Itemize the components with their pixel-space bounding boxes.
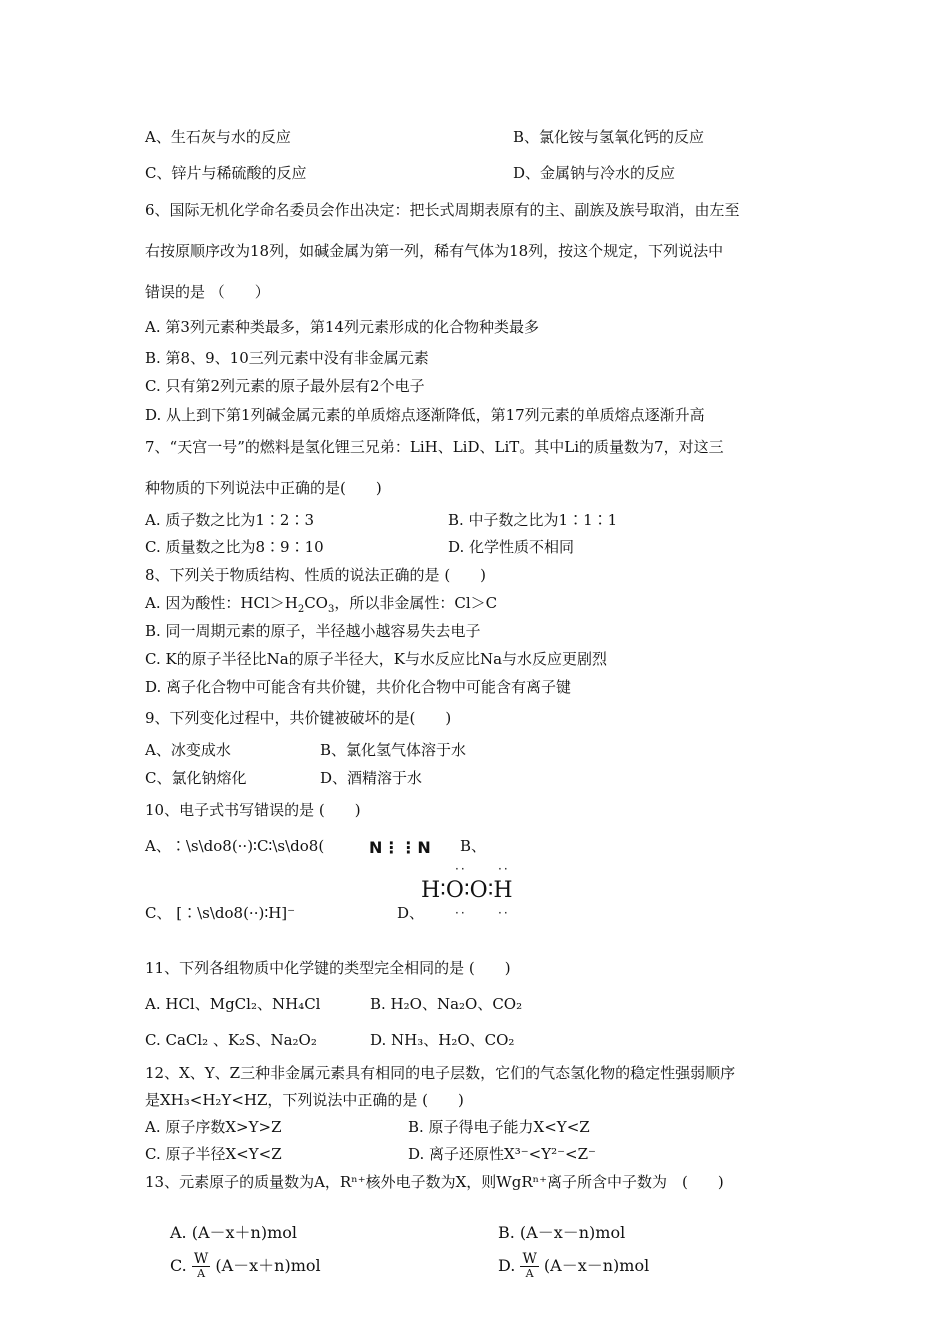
q6-option-b: B. 第8、9、10三列元素中没有非金属元素: [145, 349, 429, 367]
q7-stem-line2: 种物质的下列说法中正确的是( ): [145, 479, 382, 497]
q10-stem: 10、电子式书写错误的是 ( ): [145, 801, 361, 819]
q6-option-a: A. 第3列元素种类最多，第14列元素形成的化合物种类最多: [145, 318, 540, 336]
q12-stem-line1: 12、X、Y、Z三种非金属元素具有相同的电子层数，它们的气态氢化物的稳定性强弱顺序: [145, 1064, 736, 1082]
q11-option-d: D. NH₃、H₂O、CO₂: [370, 1031, 515, 1049]
q6-option-c: C. 只有第2列元素的原子最外层有2个电子: [145, 377, 425, 395]
q12-option-c: C. 原子半径X<Y<Z: [145, 1145, 282, 1163]
q10-option-d-label: D、: [397, 904, 425, 922]
q10-option-a: A、∶\s\do8(··)∶C∶\s\do8(: [145, 837, 325, 855]
q6-stem-line1: 6、国际无机化学命名委员会作出决定：把长式周期表原有的主、副族及族号取消，由左至: [145, 201, 740, 219]
fraction-w-over-a: $\frac{W}{A}$: [193, 1251, 209, 1280]
q9-option-d: D、酒精溶于水: [320, 769, 423, 787]
q8-option-a: A. 因为酸性：$HCl>H_2CO_3$，所以非金属性：Cl＞C: [145, 594, 498, 615]
q5-option-a: A、生石灰与水的反应: [145, 128, 291, 146]
q12-option-a: A. 原子序数X>Y>Z: [145, 1118, 282, 1136]
q10-option-c: C、 [∶\s\do8(··)∶H]⁻: [145, 904, 296, 922]
q13-option-a: A. (A－x＋n)mol: [170, 1223, 298, 1242]
q13-stem: 13、元素原子的质量数为A，Rⁿ⁺核外电子数为X，则WgRⁿ⁺离子所含中子数为 ( ): [145, 1173, 724, 1191]
q9-option-c: C、氯化钠熔化: [145, 769, 247, 787]
q8-option-d: D. 离子化合物中可能含有共价键，共价化合物中可能含有离子键: [145, 678, 572, 696]
q7-option-a: A. 质子数之比为1∶2∶3: [145, 511, 314, 529]
lone-pair-dots-top-o1: ··: [455, 862, 467, 876]
q9-option-a: A、冰变成水: [145, 741, 231, 759]
q6-stem-line2: 右按原顺序改为18列，如碱金属为第一列，稀有气体为18列，按这个规定，下列说法中: [145, 242, 724, 260]
q8-stem: 8、下列关于物质结构、性质的说法正确的是 ( ): [145, 566, 487, 584]
q11-stem: 11、下列各组物质中化学键的类型完全相同的是 ( ): [145, 959, 511, 977]
q13-option-b: B. (A－x－n)mol: [498, 1223, 626, 1242]
q13-option-d: D. $\frac{W}{A}$ (A－x－n)mol: [498, 1251, 650, 1280]
q11-option-b: B. H₂O、Na₂O、CO₂: [370, 995, 523, 1013]
q5-option-d: D、金属钠与冷水的反应: [513, 164, 676, 182]
q9-option-b: B、氯化氢气体溶于水: [320, 741, 467, 759]
q9-stem: 9、下列变化过程中，共价键被破坏的是( ): [145, 709, 452, 727]
q5-option-c: C、锌片与稀硫酸的反应: [145, 164, 307, 182]
fraction-w-over-a: $\frac{W}{A}$: [522, 1251, 537, 1280]
q6-option-d: D. 从上到下第1列碱金属元素的单质熔点逐渐降低，第17列元素的单质熔点逐渐升高: [145, 406, 705, 424]
h2o2-electron-formula: H∶O∶O∶H: [421, 878, 513, 903]
q13-option-c: C. $\frac{W}{A}$ (A－x＋n)mol: [170, 1251, 321, 1280]
n2-electron-formula: N⋮⋮N: [369, 838, 432, 857]
q6-stem-line3: 错误的是 （ ）: [145, 283, 270, 301]
lone-pair-dots-top-o2: ··: [498, 862, 510, 876]
q7-option-d: D. 化学性质不相同: [448, 538, 575, 556]
q7-option-c: C. 质量数之比为8∶9∶10: [145, 538, 324, 556]
q10-option-b-label: B、: [460, 837, 487, 855]
q8-option-c: C. K的原子半径比Na的原子半径大，K与水反应比Na与水反应更剧烈: [145, 650, 608, 668]
q7-option-b: B. 中子数之比为1∶1∶1: [448, 511, 618, 529]
q12-option-d: D. 离子还原性X³⁻<Y²⁻<Z⁻: [408, 1145, 596, 1163]
q11-option-c: C. CaCl₂ 、K₂S、Na₂O₂: [145, 1031, 317, 1049]
q5-option-b: B、氯化铵与氢氧化钙的反应: [513, 128, 705, 146]
q12-stem-line2: 是XH₃<H₂Y<HZ，下列说法中正确的是 ( ): [145, 1091, 464, 1109]
q12-option-b: B. 原子得电子能力X<Y<Z: [408, 1118, 590, 1136]
lone-pair-dots-bottom-o2: ··: [498, 906, 510, 920]
q7-stem-line1: 7、“天宫一号”的燃料是氢化锂三兄弟：LiH、LiD、LiT。其中Li的质量数为7，对这三: [145, 438, 724, 456]
q8-option-b: B. 同一周期元素的原子，半径越小越容易失去电子: [145, 622, 481, 640]
lone-pair-dots-bottom-o1: ··: [455, 906, 467, 920]
q11-option-a: A. HCl、MgCl₂、NH₄Cl: [145, 995, 321, 1013]
